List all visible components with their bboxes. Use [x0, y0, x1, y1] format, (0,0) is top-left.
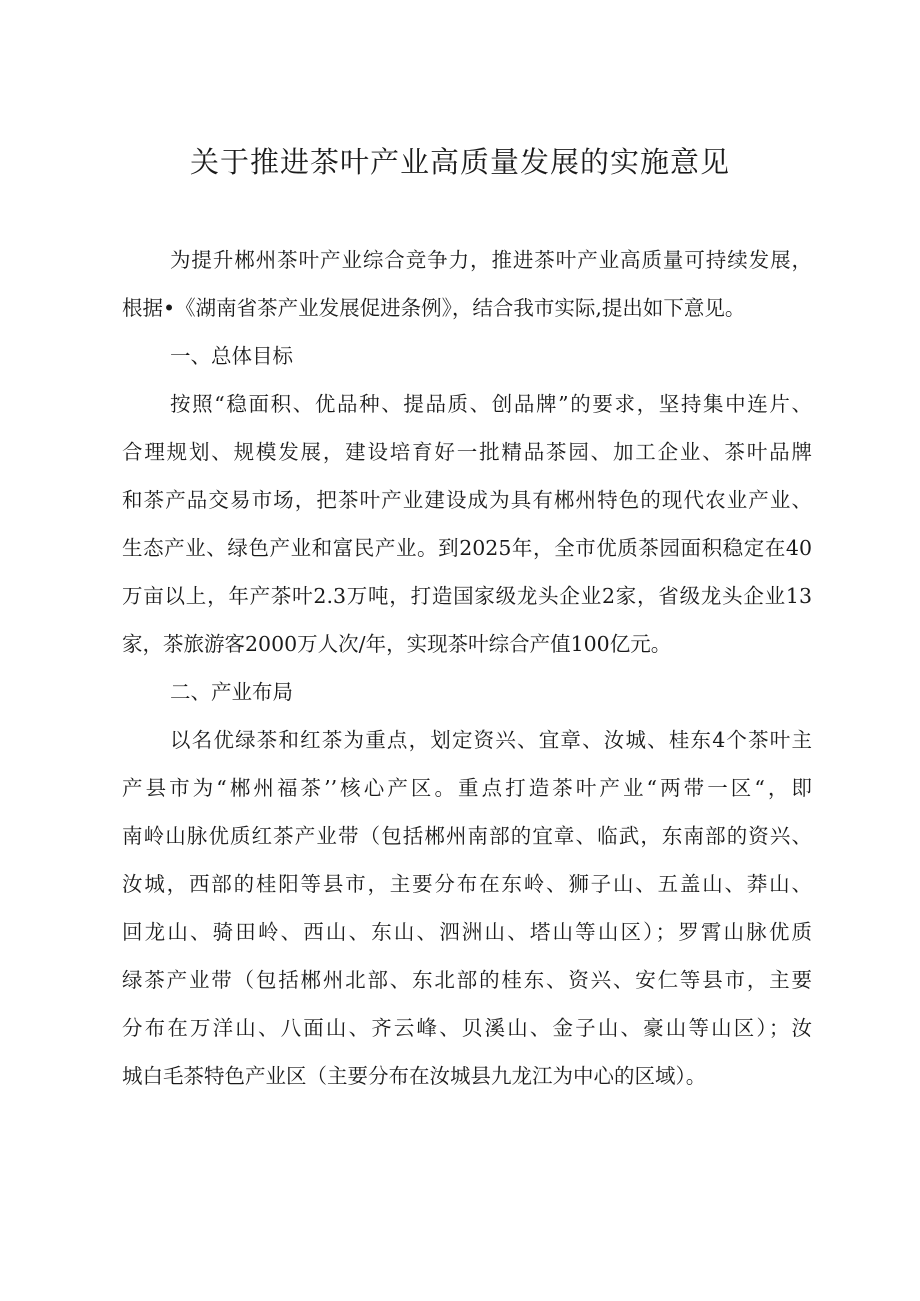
paragraph-line: 城白毛茶特色产业区（主要分布在汝城县九龙江为中心的区域）。 [122, 1064, 707, 1088]
layout-paragraph [122, 716, 812, 1100]
goals-paragraph [122, 380, 812, 668]
paragraph-line: 生态产业、绿色产业和富民产业。到2025年，全市优质茶园面积稳定在40 [122, 536, 812, 560]
paragraph-line: 南岭山脉优质红茶产业带（包括郴州南部的宜章、临武，东南部的资兴、 [122, 824, 812, 848]
document-title: 关于推进茶叶产业高质量发展的实施意见 [189, 145, 730, 179]
document-body [122, 236, 812, 1100]
intro-paragraph [122, 236, 812, 332]
paragraph-line: 绿茶产业带（包括郴州北部、东北部的桂东、资兴、安仁等县市，主要 [122, 968, 812, 992]
paragraph-line: 家，茶旅游客2000万人次/年，实现茶叶综合产值100亿元。 [122, 632, 672, 656]
paragraph-line: 以名优绿茶和红茶为重点，划定资兴、宜章、汝城、桂东4个茶叶主 [170, 728, 812, 752]
paragraph-line: 回龙山、骑田岭、西山、东山、泗洲山、塔山等山区）；罗霄山脉优质 [122, 920, 812, 944]
paragraph-line: 合理规划、规模发展，建设培育好一批精品茶园、加工企业、茶叶品牌 [122, 440, 812, 464]
paragraph-line: 为提升郴州茶叶产业综合竞争力，推进茶叶产业高质量可持续发展， [170, 248, 812, 272]
paragraph-line: 万亩以上，年产茶叶2.3万吨，打造国家级龙头企业2家，省级龙头企业13 [122, 584, 812, 608]
paragraph-line: 根据•《湖南省茶产业发展促进条例》，结合我市实际,提出如下意见。 [122, 296, 746, 320]
paragraph-line: 产县市为“郴州福茶’’核心产区。重点打造茶叶产业“两带一区“，即 [122, 776, 812, 800]
paragraph-line: 汝城，西部的桂阳等县市，主要分布在东岭、狮子山、五盖山、莽山、 [122, 872, 812, 896]
paragraph-line: 和茶产品交易市场，把茶叶产业建设成为具有郴州特色的现代农业产业、 [122, 488, 812, 512]
section-heading-goals: 一、总体目标 [170, 344, 293, 368]
paragraph-line: 分布在万洋山、八面山、齐云峰、贝溪山、金子山、豪山等山区）；汝 [122, 1016, 812, 1040]
section-heading-layout: 二、产业布局 [170, 680, 293, 704]
paragraph-line: 按照“稳面积、优品种、提品质、创品牌”的要求，坚持集中连片、 [170, 392, 812, 416]
